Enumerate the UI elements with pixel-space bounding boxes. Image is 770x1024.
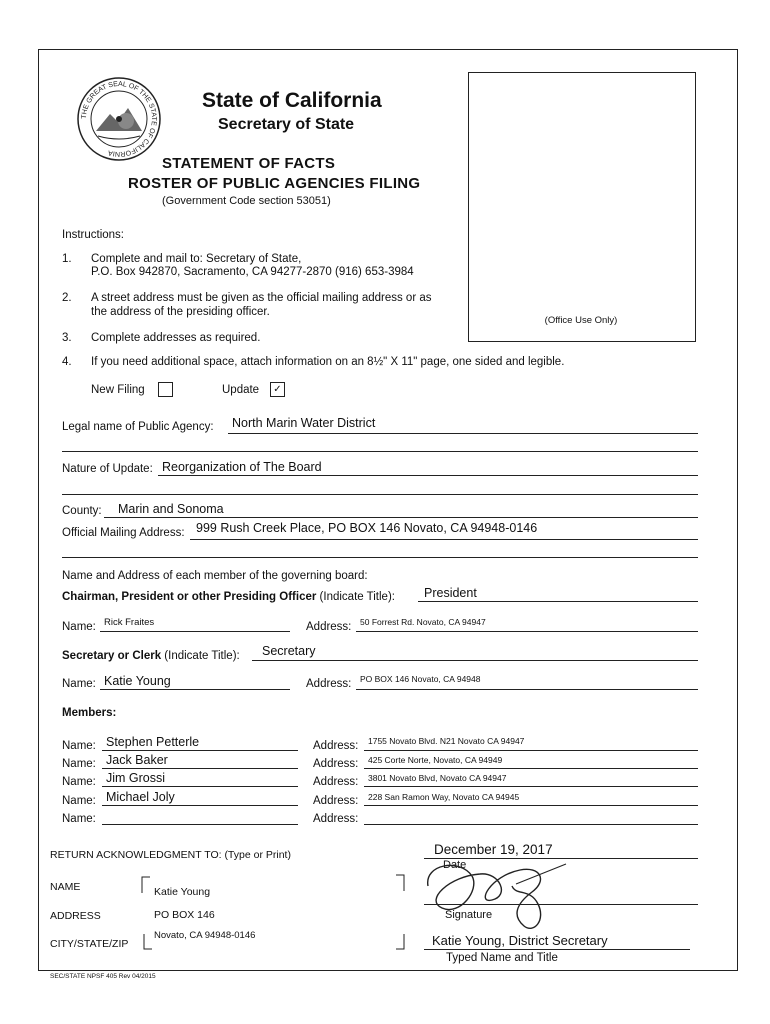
county-label: County: xyxy=(62,505,102,517)
member-address-line xyxy=(364,768,698,769)
return-heading: RETURN ACKNOWLEDGMENT TO: (Type or Print) xyxy=(50,849,291,861)
member-name-line xyxy=(102,805,298,806)
update-checkbox[interactable] xyxy=(270,382,285,397)
member-address-line xyxy=(364,750,698,751)
bracket-bottom-left-icon xyxy=(142,933,154,951)
member-address-label: Address: xyxy=(313,758,359,770)
member-name-label: Name: xyxy=(62,776,96,788)
legal-name-label: Legal name of Public Agency: xyxy=(62,421,214,433)
secretary-name-line xyxy=(100,689,290,690)
board-heading: Name and Address of each member of the governing board: xyxy=(62,570,368,582)
new-filing-checkbox[interactable] xyxy=(158,382,173,397)
chair-label-bold: Chairman, President or other Presiding Officer xyxy=(62,591,317,603)
nature-value[interactable]: Reorganization of The Board xyxy=(162,460,322,474)
chair-title-value[interactable]: President xyxy=(424,586,477,600)
form-title-line2: ROSTER OF PUBLIC AGENCIES FILING xyxy=(128,175,421,192)
state-seal xyxy=(76,76,162,162)
update-label: Update xyxy=(222,384,260,396)
member-address-line xyxy=(364,786,698,787)
handwritten-signature xyxy=(420,856,570,934)
member-address-label: Address: xyxy=(313,776,359,788)
member-address-value[interactable]: 228 San Ramon Way, Novato CA 94945 xyxy=(368,792,520,802)
chair-address-value[interactable]: 50 Forrest Rd. Novato, CA 94947 xyxy=(360,617,486,627)
office-title: Secretary of State xyxy=(218,116,355,133)
seal-text: THE GREAT SEAL OF THE STATE OF CALIFORNIA xyxy=(80,80,158,158)
member-address-value[interactable]: 425 Corte Norte, Novato, CA 94949 xyxy=(368,755,503,765)
signature-line xyxy=(424,904,698,905)
member-name-value[interactable]: Stephen Petterle xyxy=(106,735,200,749)
county-value[interactable]: Marin and Sonoma xyxy=(118,502,224,516)
member-name-value[interactable]: Jack Baker xyxy=(106,753,168,767)
instruction-2-line1: A street address must be given as the official mailing address or as xyxy=(91,292,432,304)
member-name-value[interactable]: Michael Joly xyxy=(106,790,175,804)
secretary-name-label: Name: xyxy=(62,678,96,690)
chair-name-label: Name: xyxy=(62,621,96,633)
member-address-label: Address: xyxy=(313,813,359,825)
mailing-label: Official Mailing Address: xyxy=(62,527,185,539)
member-name-line xyxy=(102,750,298,751)
member-address-label: Address: xyxy=(313,795,359,807)
chair-label-rest: (Indicate Title): xyxy=(319,591,395,603)
bracket-top-right-icon xyxy=(394,874,406,892)
form-id: SEC/STATE NPSF 405 Rev 04/2015 xyxy=(50,973,156,980)
gov-code: (Government Code section 53051) xyxy=(162,195,331,207)
chair-name-line xyxy=(100,631,290,632)
chair-name-value[interactable]: Rick Fraites xyxy=(104,617,155,628)
mailing-line xyxy=(190,539,698,540)
nature-line xyxy=(158,475,698,476)
chair-address-line xyxy=(356,631,698,632)
nature-label: Nature of Update: xyxy=(62,463,153,475)
typed-name-value[interactable]: Katie Young, District Secretary xyxy=(432,933,608,948)
member-name-value[interactable]: Jim Grossi xyxy=(106,771,166,785)
member-name-label: Name: xyxy=(62,813,96,825)
return-address-label: ADDRESS xyxy=(50,910,101,922)
member-name-label: Name: xyxy=(62,740,96,752)
member-address-line xyxy=(364,805,698,806)
secretary-label xyxy=(62,650,240,662)
mailing-value[interactable]: 999 Rush Creek Place, PO BOX 146 Novato, CA 94948-0146 xyxy=(196,521,538,535)
instruction-1-line2: P.O. Box 942870, Sacramento, CA 94277-2870 (916) 653-3984 xyxy=(91,266,414,278)
instruction-3-line1: Complete addresses as required. xyxy=(91,332,261,344)
secretary-address-value[interactable]: PO BOX 146 Novato, CA 94948 xyxy=(360,674,481,684)
typed-name-label: Typed Name and Title xyxy=(446,952,558,964)
check-mark-icon: ✓ xyxy=(273,384,282,395)
return-city-value[interactable]: Novato, CA 94948-0146 xyxy=(154,930,256,941)
member-address-value[interactable]: 1755 Novato Blvd. N21 Novato CA 94947 xyxy=(368,736,525,746)
instruction-3-num: 3. xyxy=(62,332,72,344)
member-name-line xyxy=(102,786,298,787)
chair-label xyxy=(62,591,395,603)
return-city-label: CITY/STATE/ZIP xyxy=(50,938,129,950)
member-address-label: Address: xyxy=(313,740,359,752)
secretary-address-label: Address: xyxy=(306,678,352,690)
secretary-address-line xyxy=(356,689,698,690)
state-title: State of California xyxy=(202,89,382,112)
instructions-heading: Instructions: xyxy=(62,229,124,241)
bracket-top-left-icon xyxy=(140,876,152,894)
legal-name-line xyxy=(228,433,698,434)
instruction-4-num: 4. xyxy=(62,356,72,368)
member-name-line xyxy=(102,768,298,769)
chair-address-label: Address: xyxy=(306,621,352,633)
signature-label: Signature xyxy=(445,909,493,921)
member-name-label: Name: xyxy=(62,795,96,807)
instruction-1-line1: Complete and mail to: Secretary of State, xyxy=(91,253,302,265)
instruction-2-line2: the address of the presiding officer. xyxy=(91,306,270,318)
county-line xyxy=(104,517,698,518)
return-address-value[interactable]: PO BOX 146 xyxy=(154,909,215,921)
secretary-name-value[interactable]: Katie Young xyxy=(104,674,171,688)
date-label: Date xyxy=(443,859,467,871)
member-name-line xyxy=(102,824,298,825)
member-address-value[interactable]: 3801 Novato Blvd, Novato CA 94947 xyxy=(368,773,507,783)
nature-extra-line xyxy=(62,494,698,495)
secretary-label-bold: Secretary or Clerk xyxy=(62,650,162,662)
date-value[interactable]: December 19, 2017 xyxy=(434,842,553,857)
secretary-title-line xyxy=(252,660,698,661)
member-name-label: Name: xyxy=(62,758,96,770)
office-use-label: (Office Use Only) xyxy=(544,315,618,326)
bracket-bottom-right-icon xyxy=(394,933,406,951)
form-title-line1: STATEMENT OF FACTS xyxy=(162,155,336,172)
secretary-label-rest: (Indicate Title): xyxy=(164,650,240,662)
legal-name-extra-line xyxy=(62,451,698,452)
return-name-label: NAME xyxy=(50,881,81,893)
instruction-4-line1: If you need additional space, attach information on an 8½" X 11" page, one sided and legible. xyxy=(91,356,565,368)
members-label: Members: xyxy=(62,707,117,719)
new-filing-label: New Filing xyxy=(91,384,145,396)
typed-name-line xyxy=(424,949,690,950)
chair-title-line xyxy=(418,601,698,602)
legal-name-value[interactable]: North Marin Water District xyxy=(232,416,376,430)
instruction-1-num: 1. xyxy=(62,253,72,265)
office-use-box xyxy=(468,72,696,342)
return-name-value[interactable]: Katie Young xyxy=(154,886,211,898)
mailing-extra-line xyxy=(62,557,698,558)
member-address-line xyxy=(364,824,698,825)
secretary-title-value[interactable]: Secretary xyxy=(262,644,316,658)
instruction-2-num: 2. xyxy=(62,292,72,304)
